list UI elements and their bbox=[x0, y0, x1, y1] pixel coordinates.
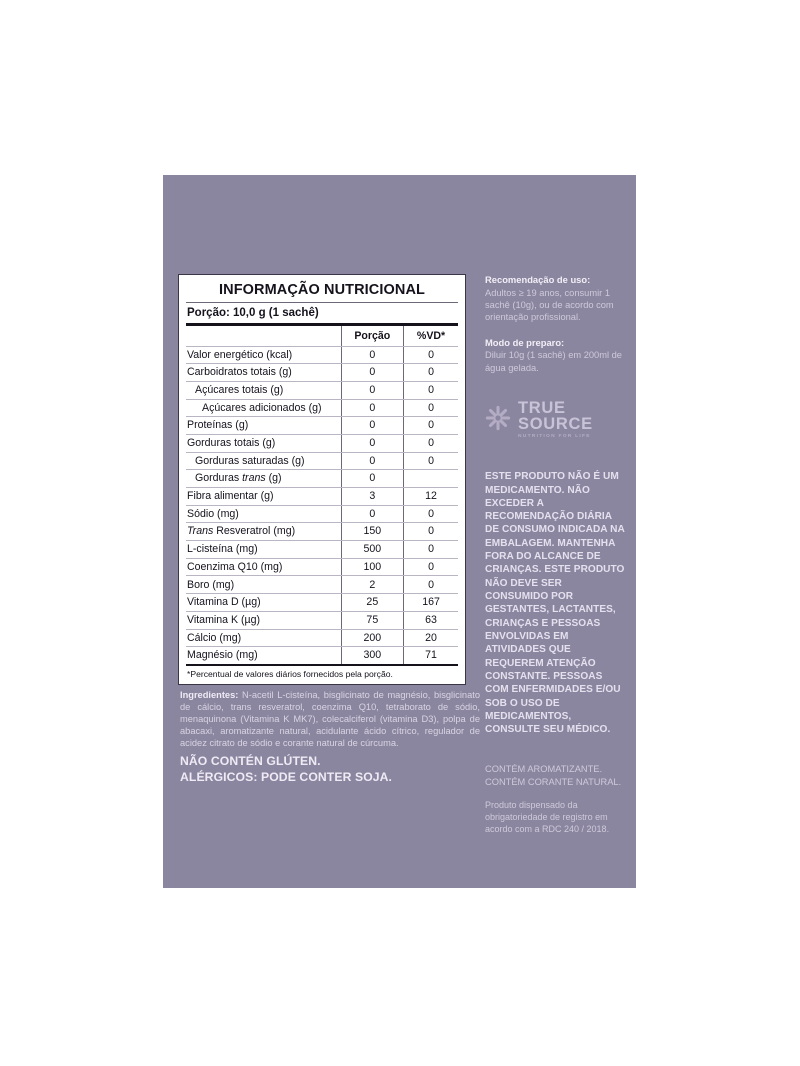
nutrient-portion-value: 500 bbox=[341, 541, 404, 559]
nutrient-name: Vitamina D (µg) bbox=[186, 594, 341, 612]
nutrient-daily-value: 12 bbox=[404, 488, 458, 506]
nutrient-portion-value: 300 bbox=[341, 647, 404, 664]
allergen-notice: ALÉRGICOS: PODE CONTER SOJA. bbox=[180, 770, 393, 785]
ingredients-text bbox=[180, 689, 480, 749]
nutrient-portion-value: 75 bbox=[341, 611, 404, 629]
product-warning-text: ESTE PRODUTO NÃO É UM MEDICAMENTO. NÃO EXCEDER A RECOMENDAÇÃO DIÁRIA DE CONSUMO INDICADA NA EMBALAGEM. MANTENHA FORA DO ALCANCE DE CRIANÇAS. ESTE PRODUTO NÃO DEVE SER CONSUMIDO POR GESTANTES, LACTANTES, CRIANÇAS E PESSOAS ENVOLVIDAS EM ATIVIDADES QUE REQUEREM ATENÇÃO CONSTANTE. PESSOAS COM ENFERMIDADES E/OU SOB O USO DE MEDICAMENTOS, CONSULTE SEU MÉDICO. bbox=[485, 471, 625, 736]
nutrient-name: Açúcares adicionados (g) bbox=[186, 399, 341, 417]
nutrient-portion-value: 25 bbox=[341, 594, 404, 612]
nutrient-name: Açúcares totais (g) bbox=[186, 381, 341, 399]
brand-tagline: NUTRITION FOR LIFE bbox=[518, 434, 591, 440]
nutrition-panel-title: INFORMAÇÃO NUTRICIONAL bbox=[219, 282, 425, 298]
nutrient-daily-value: 0 bbox=[404, 541, 458, 559]
nutrient-name: Boro (mg) bbox=[186, 576, 341, 594]
table-row bbox=[186, 346, 458, 364]
column-header-portion: Porção bbox=[341, 325, 404, 347]
nutrient-name: Gorduras totais (g) bbox=[186, 434, 341, 452]
table-row bbox=[186, 576, 458, 594]
nutrition-facts-panel bbox=[178, 274, 466, 685]
daily-value-footnote: *Percentual de valores diários fornecidos pela porção. bbox=[187, 668, 393, 679]
table-row bbox=[186, 647, 458, 664]
nutrient-daily-value: 0 bbox=[404, 417, 458, 435]
table-row bbox=[186, 629, 458, 647]
table-row bbox=[186, 470, 458, 488]
nutrient-portion-value: 0 bbox=[341, 364, 404, 382]
nutrient-daily-value: 0 bbox=[404, 576, 458, 594]
table-row bbox=[186, 505, 458, 523]
contains-colorant-line: CONTÉM CORANTE NATURAL. bbox=[485, 776, 622, 787]
nutrient-name: Vitamina K (µg) bbox=[186, 611, 341, 629]
nutrient-portion-value: 0 bbox=[341, 417, 404, 435]
nutrient-name: Carboidratos totais (g) bbox=[186, 364, 341, 382]
usage-recommendation-heading: Recomendação de uso: bbox=[485, 274, 591, 285]
brand-logo bbox=[485, 400, 625, 440]
nutrient-name: Sódio (mg) bbox=[186, 505, 341, 523]
column-header-nutrient bbox=[186, 325, 341, 347]
column-header-daily-value: %VD* bbox=[404, 325, 458, 347]
nutrient-name: Valor energético (kcal) bbox=[186, 346, 341, 364]
brand-name-line1: TRUE bbox=[518, 398, 566, 417]
nutrient-daily-value: 0 bbox=[404, 399, 458, 417]
nutrient-portion-value: 150 bbox=[341, 523, 404, 541]
asterisk-starburst-icon bbox=[485, 405, 511, 436]
nutrient-portion-value: 3 bbox=[341, 488, 404, 506]
nutrient-daily-value: 0 bbox=[404, 523, 458, 541]
serving-size-label: Porção: 10,0 g (1 sachê) bbox=[186, 302, 458, 323]
brand-wordmark bbox=[518, 400, 593, 440]
contains-flavoring-line: CONTÉM AROMATIZANTE. bbox=[485, 764, 603, 775]
nutrient-portion-value: 0 bbox=[341, 470, 404, 488]
table-row bbox=[186, 523, 458, 541]
table-row bbox=[186, 434, 458, 452]
nutrient-name: Trans Resveratrol (mg) bbox=[186, 523, 341, 541]
preparation-text: Diluir 10g (1 sachê) em 200ml de água gelada. bbox=[485, 350, 622, 373]
nutrient-daily-value: 0 bbox=[404, 434, 458, 452]
preparation-block bbox=[485, 337, 625, 374]
preparation-heading: Modo de preparo: bbox=[485, 336, 565, 348]
nutrient-name: Fibra alimentar (g) bbox=[186, 488, 341, 506]
usage-recommendation-block bbox=[485, 274, 625, 324]
usage-recommendation-text: Adultos ≥ 19 anos, consumir 1 sachê (10g), ou de acordo com orientação profissional. bbox=[485, 287, 614, 323]
table-row bbox=[186, 381, 458, 399]
contains-statements bbox=[485, 763, 625, 788]
nutrient-name: Gorduras trans (g) bbox=[186, 470, 341, 488]
nutrient-daily-value: 0 bbox=[404, 346, 458, 364]
table-row bbox=[186, 558, 458, 576]
table-row bbox=[186, 417, 458, 435]
nutrient-daily-value: 63 bbox=[404, 611, 458, 629]
product-label-card bbox=[163, 175, 636, 888]
nutrient-name: Coenzima Q10 (mg) bbox=[186, 558, 341, 576]
table-row bbox=[186, 364, 458, 382]
nutrient-portion-value: 0 bbox=[341, 434, 404, 452]
nutrient-daily-value: 71 bbox=[404, 647, 458, 664]
right-info-column bbox=[485, 274, 625, 836]
nutrition-table-body bbox=[186, 346, 458, 664]
registry-exemption-text: Produto dispensado da obrigatoriedade de registro em acordo com a RDC 240 / 2018. bbox=[485, 800, 610, 834]
nutrient-portion-value: 2 bbox=[341, 576, 404, 594]
nutrient-daily-value: 0 bbox=[404, 558, 458, 576]
ingredients-list: N-acetil L-cisteína, bisglicinato de magnésio, bisglicinato de cálcio, trans resveratrol, coenzima Q10, tetraborato de sódio, menaquinona (Vitamina K MK7), colecalciferol (vitamina D3), polpa de abacaxi, aromatizante natural, acidulante ácido cítrico, regulador de acidez citrato de sódio e corante natural de cúrcuma. bbox=[180, 690, 480, 749]
nutrient-name: Magnésio (mg) bbox=[187, 649, 258, 662]
table-header-row bbox=[186, 325, 458, 347]
table-row bbox=[186, 541, 458, 559]
table-row bbox=[186, 399, 458, 417]
nutrition-facts-table bbox=[186, 323, 458, 664]
nutrient-portion-value: 0 bbox=[341, 381, 404, 399]
nutrient-daily-value: 0 bbox=[404, 452, 458, 470]
nutrient-portion-value: 0 bbox=[341, 346, 404, 364]
nutrient-daily-value: 0 bbox=[404, 505, 458, 523]
nutrient-portion-value: 200 bbox=[341, 629, 404, 647]
nutrient-name: L-cisteína (mg) bbox=[186, 541, 341, 559]
brand-name-line2: SOURCE bbox=[518, 415, 593, 434]
nutrient-daily-value: 0 bbox=[404, 381, 458, 399]
ingredients-heading: Ingredientes: bbox=[180, 690, 239, 700]
nutrient-daily-value bbox=[404, 470, 458, 488]
nutrient-portion-value: 0 bbox=[341, 505, 404, 523]
nutrient-portion-value: 100 bbox=[341, 558, 404, 576]
nutrient-name: Proteínas (g) bbox=[186, 417, 341, 435]
nutrient-daily-value: 167 bbox=[404, 594, 458, 612]
table-row bbox=[186, 488, 458, 506]
table-row bbox=[186, 452, 458, 470]
gluten-free-notice: NÃO CONTÉN GLÚTEN. bbox=[180, 754, 321, 769]
nutrient-daily-value: 0 bbox=[404, 364, 458, 382]
nutrient-portion-value: 0 bbox=[341, 399, 404, 417]
nutrient-daily-value: 20 bbox=[404, 629, 458, 647]
nutrient-name: Cálcio (mg) bbox=[186, 629, 341, 647]
nutrient-portion-value: 0 bbox=[341, 452, 404, 470]
ingredients-block bbox=[180, 689, 480, 786]
nutrient-name: Gorduras saturadas (g) bbox=[186, 452, 341, 470]
table-row bbox=[186, 594, 458, 612]
table-row bbox=[186, 611, 458, 629]
